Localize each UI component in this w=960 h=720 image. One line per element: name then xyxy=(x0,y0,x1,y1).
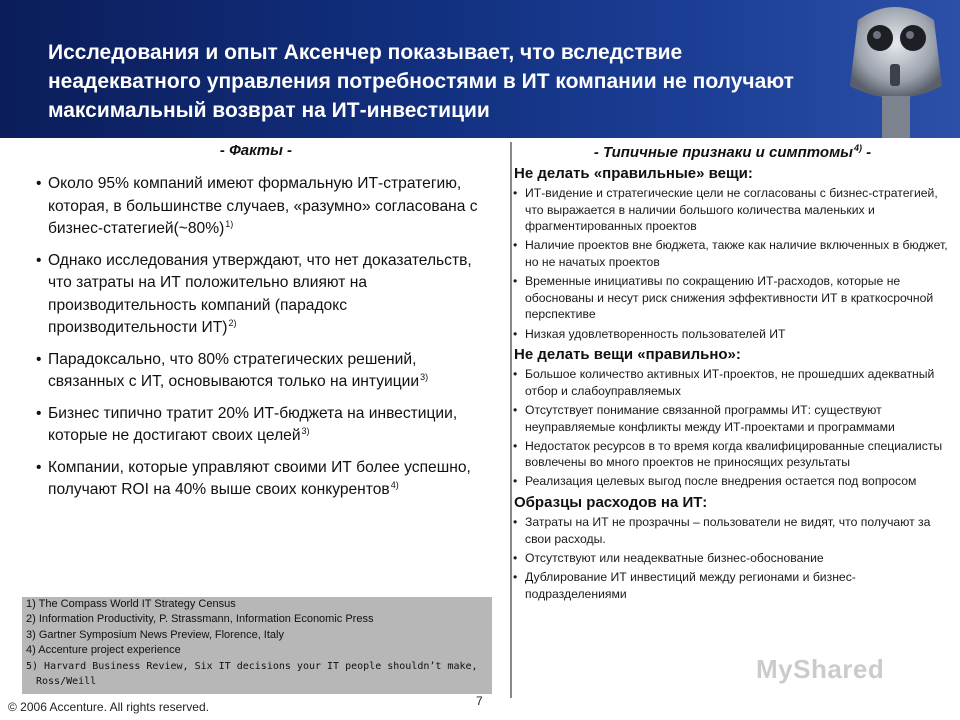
fact-text: Компании, которые управляют своими ИТ более успешно, получают ROI на 40% выше своих конкурентов xyxy=(48,458,471,498)
footnote-ref: 4) xyxy=(853,143,862,153)
bullet-icon: • xyxy=(513,515,518,530)
symptom-text: ИТ-видение и стратегические цели не согласованы с бизнес-стратегией, что выражается в наличии большого количества маленьких и фрагментированных проектов xyxy=(525,186,938,234)
footnote: 4) Accenture project experience xyxy=(26,644,181,657)
fact-text: Бизнес типично тратит 20% ИТ-бюджета на инвестиции, которые не достигают своих целей xyxy=(48,404,458,444)
fact-item xyxy=(36,457,492,502)
bullet-icon: • xyxy=(513,326,518,341)
fact-text: Около 95% компаний имеют формальную ИТ-стратегию, которая, в большинстве случаев, «разумно» согласована с бизнес-статегией(~80%) xyxy=(48,175,478,237)
coin-binoculars-icon xyxy=(830,0,960,138)
group-title: Не делать «правильные» вещи: xyxy=(514,165,753,182)
symptoms-heading-end: - xyxy=(866,144,872,161)
bullet-icon: • xyxy=(513,186,518,200)
symptom-list xyxy=(513,185,952,342)
bullet-icon: • xyxy=(36,404,42,422)
slide-header xyxy=(0,0,960,138)
bullet-icon: • xyxy=(36,350,42,368)
symptom-text: Низкая удовлетворенность пользователей ИТ xyxy=(525,326,786,341)
fact-item xyxy=(36,250,492,340)
fact-item xyxy=(36,349,492,394)
symptom-item xyxy=(513,550,952,567)
symptom-item xyxy=(513,326,952,343)
slide-title: Исследования и опыт Аксенчер показывает, что вследствие неадекватного управления потребностями в ИТ компании не получают максимальный возврат на ИТ-инвестиции xyxy=(48,41,794,122)
bullet-icon: • xyxy=(513,274,518,289)
symptom-item xyxy=(513,237,952,270)
symptoms-heading xyxy=(513,144,952,161)
bullet-icon: • xyxy=(513,550,518,565)
fact-item xyxy=(36,173,492,241)
bullet-icon: • xyxy=(36,251,42,269)
symptom-text: Затраты на ИТ не прозрачны – пользователи не видят, что получают за свои расходы. xyxy=(525,515,931,546)
bullet-icon: • xyxy=(513,570,518,585)
footnote: 1) The Compass World IT Strategy Census xyxy=(26,598,236,610)
fact-item xyxy=(36,403,492,448)
bullet-icon: • xyxy=(36,458,42,476)
symptom-list xyxy=(513,514,952,602)
footnote-ref: 1) xyxy=(225,218,234,229)
bullet-icon: • xyxy=(36,175,42,192)
footnote-ref: 3) xyxy=(420,371,429,382)
symptom-text: Дублирование ИТ инвестиций между регионами и бизнес-подразделениями xyxy=(525,570,856,601)
symptom-item xyxy=(513,473,952,490)
footnote-ref: 3) xyxy=(301,425,310,436)
facts-heading: - Факты - xyxy=(219,142,293,159)
copyright-text: © 2006 Accenture. All rights reserved. xyxy=(8,700,209,714)
fact-text: Однако исследования утверждают, что нет доказательств, что затраты на ИТ положительно влияют на производительность компаний (парадокс производительности ИТ) xyxy=(48,251,472,336)
watermark: MyShared xyxy=(756,654,885,684)
fact-text: Парадоксально, что 80% стратегических решений, связанных с ИТ, основываются только на интуиции xyxy=(48,350,420,390)
symptom-text: Большое количество активных ИТ-проектов, не прошедших адекватный отбор и слабоуправляемых xyxy=(525,367,935,398)
symptom-item xyxy=(513,514,952,547)
symptom-text: Недостаток ресурсов в то время когда квалифицированные специалисты вовлечены во много проектов не приносящих результаты xyxy=(525,438,943,470)
footnote-ref: 4) xyxy=(390,479,399,490)
bullet-icon: • xyxy=(513,438,518,453)
footnote: 5) Harvard Business Review, Six IT decisions your IT people shouldn’t make, xyxy=(26,660,478,672)
bullet-icon: • xyxy=(513,402,518,417)
symptom-item xyxy=(513,366,952,399)
footnote: 3) Gartner Symposium News Preview, Florence, Italy xyxy=(26,628,284,641)
symptom-text: Наличие проектов вне бюджета, также как наличие включенных в бюджет, но не начатых проектов xyxy=(525,238,948,269)
symptoms-column xyxy=(510,142,952,698)
footnote-ref: 2) xyxy=(228,317,237,328)
group-title: Не делать вещи «правильно»: xyxy=(514,346,741,364)
symptom-text: Временные инициативы по сокращению ИТ-расходов, которые не обоснованы и несут риск снижения эффективности ИТ в краткосрочной перспективе xyxy=(525,274,934,322)
symptom-item xyxy=(513,185,952,235)
group-title: Образцы расходов на ИТ: xyxy=(514,494,708,512)
symptom-text: Отсутствуют или неадекватные бизнес-обоснование xyxy=(525,550,824,565)
symptom-item xyxy=(513,569,952,602)
page-number: 7 xyxy=(476,694,483,708)
footnote: Ross/Weill xyxy=(36,676,97,688)
facts-list xyxy=(20,173,492,502)
footnote: 2) Information Productivity, P. Strassmann, Information Economic Press xyxy=(26,613,374,626)
symptom-item xyxy=(513,402,952,435)
bullet-icon: • xyxy=(513,367,518,382)
footnotes-box xyxy=(22,597,492,694)
symptom-item xyxy=(513,273,952,323)
symptom-item xyxy=(513,438,952,471)
symptom-list xyxy=(513,366,952,490)
symptom-text: Отсутствует понимание связанной программы ИТ: существуют неуправляемые конфликты между ИТ-проектами и программами xyxy=(525,402,895,434)
bullet-icon: • xyxy=(513,474,518,489)
facts-column xyxy=(20,142,492,511)
symptoms-heading-text: - Типичные признаки и симптомы xyxy=(593,144,853,161)
bullet-icon: • xyxy=(513,238,518,253)
symptom-text: Реализация целевых выгод после внедрения остается под вопросом xyxy=(525,474,917,489)
